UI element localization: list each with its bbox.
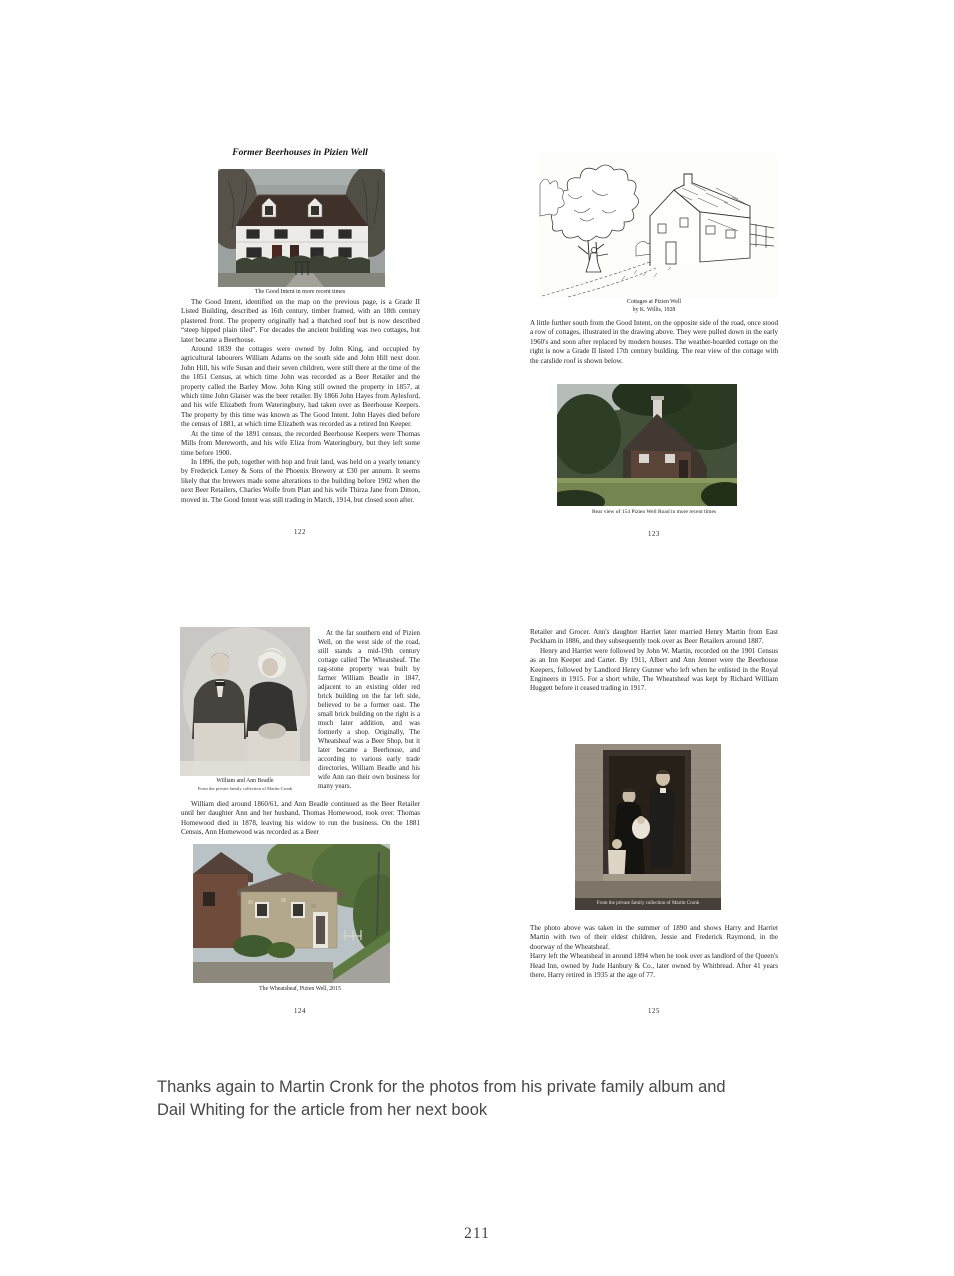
- page125-number: 125: [648, 1008, 660, 1015]
- paragraph: In 1896, the pub, together with hop and fruit land, was held on a yearly tenancy by Frederick Leney & Sons of the Phoenix Brewery at £30 per annum. It seems likely that the brewers made some alterations to the building before 1902 when the next Beer Retailers, Charles Wolfe from Platt and his wife Thirza Jane from Ditton, moved in. The Good Intent was still trading in March, 1914, but closed soon after.: [181, 457, 420, 504]
- document-page-number: 211: [464, 1225, 490, 1242]
- acknowledgement-note: Thanks again to Martin Cronk for the photos from his private family album and Dail Whiting for the article from her next book: [157, 1078, 726, 1119]
- paragraph: William died around 1860/61, and Ann Beadle continued as the Beer Retailer until her daughter Ann and her husband, Thomas Homewood, took over. Thomas Homewood died in 1878, leaving his widow to run the business. On the 1881 Census, Ann Homewood was recorded as a Beer: [181, 800, 420, 837]
- page124-column: [318, 629, 420, 791]
- rear-view-photo: [557, 384, 737, 506]
- rear-view-caption: Rear view of 154 Pizien Well Road in more recent times: [591, 509, 717, 515]
- page124-number: 124: [294, 1008, 306, 1015]
- paragraph: A little further south from the Good Intent, on the opposite side of the road, once stood a row of cottages, illustrated in the drawing above. They were pulled down in the early 1960's and soon after replaced by modern houses. The weather-boarded cottage on the right is now a Grade II listed 17th century building. The rear view of the cottage with the catslide roof is shown below.: [530, 319, 778, 365]
- page123-body: [530, 319, 778, 366]
- paragraph: Retailer and Grocer. Ann's daughter Harriet later married Henry Martin from East Peckham in 1886, and they subsequently took over as Beer Retailers around 1887.: [530, 628, 778, 646]
- beadle-portrait-photo: [180, 627, 310, 776]
- beadle-caption: William and Ann Beadle: [216, 778, 274, 784]
- martin-family-photo: [575, 744, 721, 910]
- drawing-credit: by K. Willis, 1928: [632, 307, 676, 313]
- paragraph: At the time of the 1891 census, the recorded Beerhouse Keepers were Thomas Mills from Mereworth, and his wife Eliza from Wateringbury, but they left some time before 1900.: [181, 429, 420, 457]
- cottages-drawing: [538, 154, 778, 298]
- paragraph: Around 1839 the cottages were owned by John King, and occupied by agricultural labourers William Adams on the south side and John Hill next door. John Hill, his wife Susan and their seven children, were still there at the time of the the 1851 Census, at which time John was recorded as a Beer Retailer and the property called the Barley Mow. John King still owned the property in 1857, at which time John Glaiser was the beer retailer. By 1866 John Hayes from Aylesford, and his wife Elizabeth from Wateringbury, had taken over as Beerhouse Keepers. The property by this time was known as The Good Intent. John Hayes died before the census of 1881, at which time Elizabeth was recorded as a retired Inn Keeper.: [181, 345, 420, 429]
- paragraph: The Good Intent, identified on the map on the previous page, is a Grade II Listed Building, described as 16th century, timber framed, with an 18th century plastered front. The property originally had a thatched roof but is now described “steep hipped plain tiled”. For decades the ancient building was two cottages, but later became a Beerhouse.: [181, 298, 420, 344]
- good-intent-caption: The Good Intent in more recent times: [254, 289, 346, 295]
- martin-photo-banner: From the private family collection of Martin Cronk: [575, 898, 721, 910]
- page124-body: [181, 800, 420, 838]
- good-intent-photo: [218, 169, 385, 287]
- page122-body: [181, 298, 420, 505]
- wheatsheaf-photo: [193, 844, 390, 983]
- beadle-credit: From the private family collection of Martin Cronk: [197, 786, 293, 791]
- drawing-caption: Cottages at Pizien Well: [626, 299, 681, 305]
- paragraph: The photo above was taken in the summer of 1890 and shows Harry and Harriet Martin with two of their eldest children, Jessie and Frederick Raymond, in the doorway of the Wheatsheaf.: [530, 924, 778, 951]
- paragraph: Henry and Harriet were followed by John W. Martin, recorded on the 1901 Census as an Inn Keeper and Carter. By 1911, Albert and Ann Jenner were the Beerhouse Keepers, followed by Landlord Henry Gunner who left when he enlisted in the Royal Engineers in 1915. For a short while, The Wheatsheaf was kept by Richard William Huggett before it ceased trading in 1917.: [530, 646, 778, 693]
- page125-body-bottom: [530, 924, 778, 980]
- page125-body-top: [530, 628, 778, 694]
- wheatsheaf-caption: The Wheatsheaf, Pizien Well, 2015: [259, 986, 341, 992]
- page123-number: 123: [648, 531, 660, 538]
- paragraph: At the far southern end of Pizien Well, on the west side of the road, still stands a mid-19th century cottage called The Wheatsheaf. The rag-stone property was built by farmer William Beadle in 1847, adjacent to an existing older red brick building on the far left side, believed to be a former oast. The small brick building on the right is a much later addition, and was formerly a shop. Originally, The Wheatsheaf was a Beer Shop, but it later became a Beerhouse, and according to various early trade directories, William Beadle and his wife Ann ran their own business for many years.: [318, 630, 420, 790]
- paragraph: Harry left the Wheatsheaf in around 1894 when he took over as landlord of the Queen's Head Inn, owned by Jude Hanbury & Co., later owned by Whitbread. After 41 years there, Harry retired in 1935 at the age of 77.: [530, 952, 778, 980]
- page122-title: Former Beerhouses in Pizien Well: [232, 147, 368, 158]
- page122-number: 122: [294, 529, 306, 536]
